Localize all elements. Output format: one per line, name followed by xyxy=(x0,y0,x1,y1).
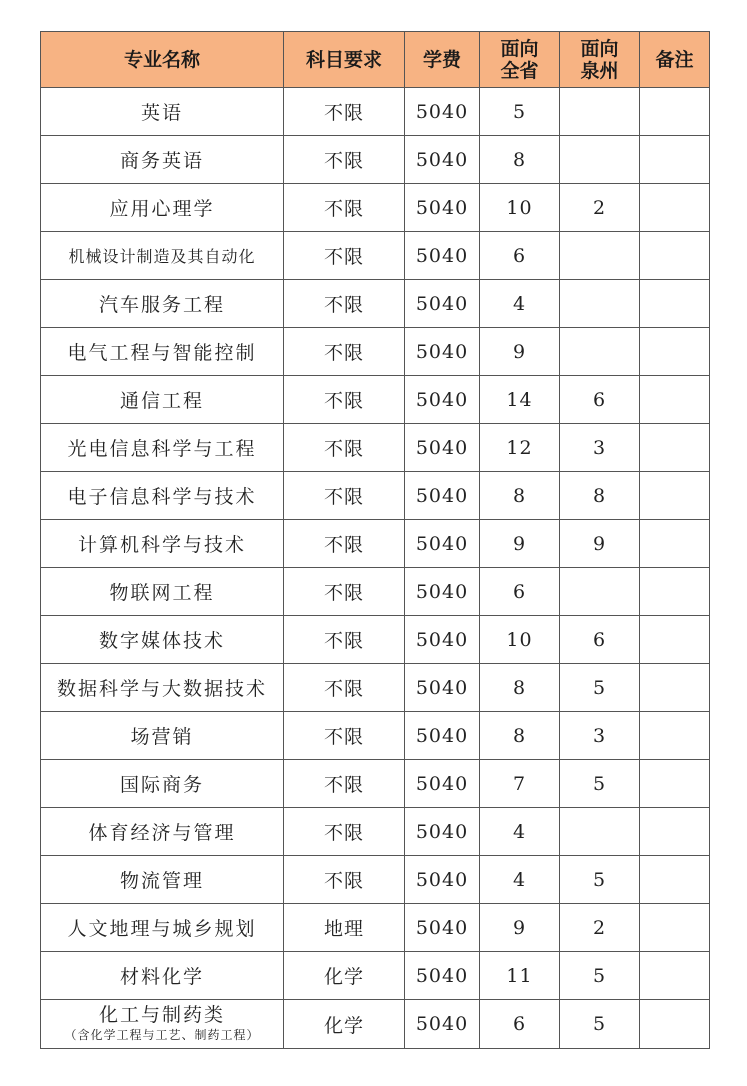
table-row xyxy=(41,520,710,568)
cell-quanzhou xyxy=(560,808,640,856)
cell-province: 9 xyxy=(480,904,560,952)
table-row xyxy=(41,232,710,280)
cell-subject: 不限 xyxy=(284,568,405,616)
cell-major: 商务英语 xyxy=(41,136,284,184)
cell-province: 8 xyxy=(480,712,560,760)
cell-major: 场营销 xyxy=(41,712,284,760)
cell-quanzhou: 3 xyxy=(560,424,640,472)
table-row xyxy=(41,904,710,952)
cell-major: 物流管理 xyxy=(41,856,284,904)
cell-fee: 5040 xyxy=(405,520,480,568)
cell-remark xyxy=(640,376,710,424)
cell-remark xyxy=(640,280,710,328)
cell-fee: 5040 xyxy=(405,280,480,328)
cell-subject: 不限 xyxy=(284,760,405,808)
cell-remark xyxy=(640,664,710,712)
cell-quanzhou: 5 xyxy=(560,856,640,904)
cell-fee: 5040 xyxy=(405,760,480,808)
cell-province: 9 xyxy=(480,328,560,376)
table-row xyxy=(41,136,710,184)
cell-province: 14 xyxy=(480,376,560,424)
cell-major: 应用心理学 xyxy=(41,184,284,232)
cell-major: 电子信息科学与技术 xyxy=(41,472,284,520)
cell-province: 6 xyxy=(480,232,560,280)
cell-major: 人文地理与城乡规划 xyxy=(41,904,284,952)
cell-quanzhou xyxy=(560,328,640,376)
cell-subject: 不限 xyxy=(284,136,405,184)
cell-quanzhou: 5 xyxy=(560,1000,640,1049)
header-row xyxy=(41,32,710,88)
cell-province: 12 xyxy=(480,424,560,472)
cell-subject: 不限 xyxy=(284,472,405,520)
cell-major: 通信工程 xyxy=(41,376,284,424)
cell-subject: 不限 xyxy=(284,376,405,424)
cell-major: 体育经济与管理 xyxy=(41,808,284,856)
cell-province: 8 xyxy=(480,664,560,712)
cell-subject: 不限 xyxy=(284,328,405,376)
cell-fee: 5040 xyxy=(405,808,480,856)
header-remark: 备注 xyxy=(640,32,710,88)
cell-province: 11 xyxy=(480,952,560,1000)
cell-subject: 不限 xyxy=(284,280,405,328)
cell-province: 4 xyxy=(480,808,560,856)
cell-remark xyxy=(640,904,710,952)
cell-subject: 不限 xyxy=(284,664,405,712)
cell-major: 汽车服务工程 xyxy=(41,280,284,328)
cell-quanzhou: 5 xyxy=(560,952,640,1000)
cell-province: 6 xyxy=(480,568,560,616)
cell-remark xyxy=(640,1000,710,1049)
cell-quanzhou: 5 xyxy=(560,664,640,712)
cell-quanzhou xyxy=(560,88,640,136)
cell-subject: 不限 xyxy=(284,424,405,472)
cell-major: 机械设计制造及其自动化 xyxy=(41,232,284,280)
cell-remark xyxy=(640,760,710,808)
cell-remark xyxy=(640,616,710,664)
cell-province: 6 xyxy=(480,1000,560,1049)
table-row xyxy=(41,328,710,376)
cell-remark xyxy=(640,328,710,376)
cell-subject: 不限 xyxy=(284,712,405,760)
cell-subject: 不限 xyxy=(284,856,405,904)
cell-major: 数字媒体技术 xyxy=(41,616,284,664)
cell-major: 电气工程与智能控制 xyxy=(41,328,284,376)
cell-quanzhou xyxy=(560,232,640,280)
cell-province: 10 xyxy=(480,616,560,664)
cell-major-main: 化工与制药类 xyxy=(98,1004,225,1026)
cell-province: 10 xyxy=(480,184,560,232)
cell-province: 5 xyxy=(480,88,560,136)
cell-major: 物联网工程 xyxy=(41,568,284,616)
cell-fee: 5040 xyxy=(405,664,480,712)
cell-province: 4 xyxy=(480,856,560,904)
cell-quanzhou: 2 xyxy=(560,904,640,952)
cell-quanzhou: 5 xyxy=(560,760,640,808)
cell-province: 9 xyxy=(480,520,560,568)
cell-remark xyxy=(640,568,710,616)
cell-fee: 5040 xyxy=(405,568,480,616)
cell-quanzhou xyxy=(560,280,640,328)
cell-quanzhou: 9 xyxy=(560,520,640,568)
table-body xyxy=(41,88,710,1049)
admissions-table xyxy=(40,31,710,1049)
header-subject: 科目要求 xyxy=(284,32,405,88)
header-quanzhou xyxy=(560,32,640,88)
table-row xyxy=(41,376,710,424)
cell-fee: 5040 xyxy=(405,856,480,904)
cell-major: 数据科学与大数据技术 xyxy=(41,664,284,712)
cell-remark xyxy=(640,424,710,472)
cell-remark xyxy=(640,856,710,904)
table-row xyxy=(41,184,710,232)
cell-fee: 5040 xyxy=(405,424,480,472)
table-row xyxy=(41,952,710,1000)
cell-fee: 5040 xyxy=(405,952,480,1000)
cell-subject: 不限 xyxy=(284,88,405,136)
table-row xyxy=(41,712,710,760)
cell-subject: 不限 xyxy=(284,232,405,280)
table-row xyxy=(41,1000,710,1049)
cell-fee: 5040 xyxy=(405,712,480,760)
cell-remark xyxy=(640,472,710,520)
cell-remark xyxy=(640,520,710,568)
cell-remark xyxy=(640,88,710,136)
table-row xyxy=(41,280,710,328)
cell-quanzhou xyxy=(560,568,640,616)
cell-remark xyxy=(640,184,710,232)
table-row xyxy=(41,664,710,712)
cell-quanzhou: 2 xyxy=(560,184,640,232)
table-header xyxy=(41,32,710,88)
cell-major xyxy=(41,1000,284,1049)
table-row xyxy=(41,760,710,808)
table-row xyxy=(41,856,710,904)
cell-fee: 5040 xyxy=(405,1000,480,1049)
cell-province: 8 xyxy=(480,472,560,520)
table-row xyxy=(41,616,710,664)
cell-quanzhou: 8 xyxy=(560,472,640,520)
cell-fee: 5040 xyxy=(405,232,480,280)
cell-remark xyxy=(640,136,710,184)
header-province xyxy=(480,32,560,88)
table-row xyxy=(41,424,710,472)
cell-province: 4 xyxy=(480,280,560,328)
cell-remark xyxy=(640,712,710,760)
cell-fee: 5040 xyxy=(405,472,480,520)
cell-remark xyxy=(640,808,710,856)
cell-subject: 不限 xyxy=(284,616,405,664)
cell-quanzhou: 3 xyxy=(560,712,640,760)
header-quanzhou-label: 面向泉州 xyxy=(580,37,619,82)
cell-remark xyxy=(640,232,710,280)
table-row xyxy=(41,472,710,520)
cell-subject: 不限 xyxy=(284,184,405,232)
cell-fee: 5040 xyxy=(405,376,480,424)
cell-major: 国际商务 xyxy=(41,760,284,808)
table-row xyxy=(41,88,710,136)
header-fee: 学费 xyxy=(405,32,480,88)
cell-major-sub: （含化学工程与工艺、制药工程） xyxy=(64,1028,260,1042)
cell-major: 英语 xyxy=(41,88,284,136)
header-major: 专业名称 xyxy=(41,32,284,88)
cell-major: 计算机科学与技术 xyxy=(41,520,284,568)
cell-quanzhou: 6 xyxy=(560,616,640,664)
table-row xyxy=(41,568,710,616)
cell-major: 光电信息科学与工程 xyxy=(41,424,284,472)
cell-quanzhou: 6 xyxy=(560,376,640,424)
cell-fee: 5040 xyxy=(405,616,480,664)
cell-quanzhou xyxy=(560,136,640,184)
cell-fee: 5040 xyxy=(405,328,480,376)
cell-major: 材料化学 xyxy=(41,952,284,1000)
cell-fee: 5040 xyxy=(405,88,480,136)
cell-remark xyxy=(640,952,710,1000)
cell-fee: 5040 xyxy=(405,904,480,952)
cell-subject: 化学 xyxy=(284,1000,405,1049)
cell-fee: 5040 xyxy=(405,136,480,184)
table-row xyxy=(41,808,710,856)
cell-subject: 不限 xyxy=(284,808,405,856)
cell-fee: 5040 xyxy=(405,184,480,232)
cell-subject: 化学 xyxy=(284,952,405,1000)
cell-province: 7 xyxy=(480,760,560,808)
cell-subject: 地理 xyxy=(284,904,405,952)
cell-province: 8 xyxy=(480,136,560,184)
cell-subject: 不限 xyxy=(284,520,405,568)
header-province-label: 面向全省 xyxy=(500,37,539,82)
